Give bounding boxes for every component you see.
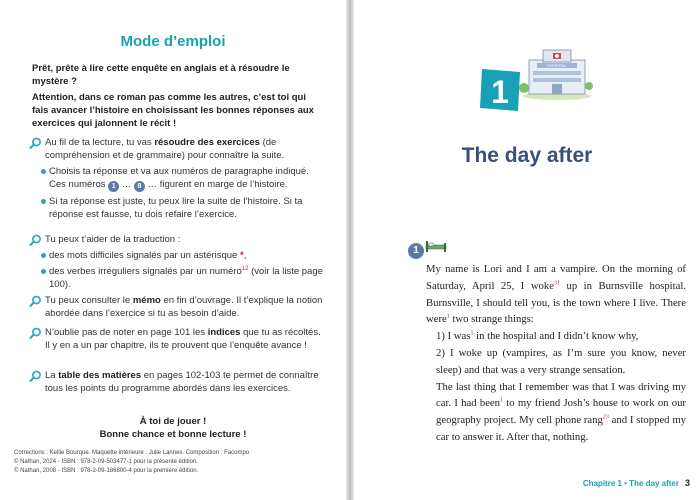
text-part: two strange things: bbox=[449, 313, 534, 326]
story-paragraph bbox=[426, 328, 686, 345]
page-title: Mode d’emploi bbox=[120, 33, 226, 50]
text-part: and I stopped my car to answer it. After that, nothing. bbox=[436, 414, 686, 443]
text-part: Si ta réponse est juste, tu peux lire la suite de l’histoire. Si ta réponse est fausse, tu dois refaire l’exercice. bbox=[49, 196, 303, 220]
text-part: Tu peux consulter le bbox=[45, 295, 133, 306]
superscript-number: 31 bbox=[553, 280, 560, 287]
magnifier-icon bbox=[29, 295, 42, 308]
hospital-illustration bbox=[519, 42, 593, 100]
closing-line: À toi de jouer ! bbox=[139, 416, 207, 427]
instruction-clues bbox=[32, 326, 328, 352]
superscript-number: 1 bbox=[500, 397, 504, 404]
text-part: en fin d’ouvrage. Il t’explique la notion abordée dans l’exercice si tu as besoin d’aide. bbox=[45, 295, 323, 319]
footer-chapter: Chapitre 1 • The day after bbox=[582, 479, 679, 488]
text-part: des mots difficiles signalés par un astérisque bbox=[49, 250, 240, 261]
text-part: La bbox=[45, 370, 59, 381]
text-part: que tu as récoltés. Il y en a un par chapitre, ils te prouvent que l’enquête avance ! bbox=[45, 327, 321, 351]
text-part: 2) I woke up (vampires, as I’m sure you know, never sleep) and that was a very strange sensation. bbox=[436, 346, 686, 376]
chapter-title: The day after bbox=[461, 144, 593, 167]
bullet-item bbox=[32, 249, 328, 262]
bullet-dot bbox=[41, 253, 46, 258]
text-part: Au fil de ta lecture, tu vas bbox=[45, 137, 155, 148]
magnifier-icon bbox=[29, 234, 42, 247]
book-gutter bbox=[346, 0, 354, 500]
asterisk-marker: * bbox=[239, 250, 244, 261]
text-part: … figurent en marge de l’histoire. bbox=[144, 179, 288, 190]
bullet-dot bbox=[41, 199, 46, 204]
text-bold: table des matières bbox=[58, 370, 142, 381]
text-part: The last thing that I remember was that I was driving my car. I had been bbox=[436, 380, 686, 410]
credits bbox=[14, 449, 334, 476]
text-part: , bbox=[243, 250, 247, 261]
text-part: to my friend Josh’s house to work on our geography project. My cell phone rang bbox=[436, 397, 686, 427]
paragraph-number-badge: 1 bbox=[408, 243, 424, 259]
bullet-item bbox=[32, 165, 328, 192]
closing-line: Bonne chance et bonne lecture ! bbox=[99, 429, 247, 440]
credit-line: © Nathan, 2024 - ISBN : 978-2-09-503477-1 pour la présente édition. bbox=[14, 459, 198, 465]
intro-line-2: Attention, dans ce roman pas comme les autres, c’est toi qui fais avancer l’histoire en choisissant les bonnes réponses aux exercices qui jalonnent le récit ! bbox=[32, 92, 314, 129]
story-paragraph bbox=[426, 345, 686, 379]
left-page bbox=[0, 0, 346, 500]
superscript-number: 23 bbox=[602, 414, 609, 421]
text-part: 1) I was bbox=[436, 330, 471, 343]
paragraph-number-badge: 8 bbox=[134, 181, 145, 192]
text-part: … bbox=[119, 179, 134, 190]
text-part: (voir la liste page 100). bbox=[49, 266, 323, 290]
page-number: 3 bbox=[684, 478, 690, 488]
story-paragraph bbox=[426, 379, 686, 446]
instruction-contents bbox=[32, 369, 328, 395]
superscript-number: 12 bbox=[241, 265, 249, 272]
bullet-dot bbox=[41, 269, 46, 274]
instruction-memo bbox=[32, 294, 328, 320]
bed-icon bbox=[424, 238, 448, 254]
text-part: des verbes irréguliers signalés par un numéro bbox=[49, 266, 242, 277]
paragraph-number-badge: 1 bbox=[108, 181, 119, 192]
magnifier-icon bbox=[29, 327, 42, 340]
story-text bbox=[426, 261, 686, 446]
text-bold: mémo bbox=[132, 295, 161, 306]
magnifier-icon bbox=[29, 137, 42, 150]
instruction-translation bbox=[32, 233, 328, 291]
right-page bbox=[354, 0, 700, 500]
credit-line: Corrections : Kellie Bourque. Maquette intérieure : Julie Lannes. Composition : Facompo bbox=[14, 450, 250, 456]
text-part: Choisis ta réponse et va aux numéros de paragraphe indiqué. Ces numéros bbox=[49, 166, 309, 190]
page-footer bbox=[583, 478, 690, 488]
text-part: (de compréhension et de grammaire) pour connaître la suite. bbox=[45, 137, 285, 161]
bullet-item bbox=[32, 195, 328, 221]
chapter-number-badge bbox=[478, 67, 522, 113]
magnifier-icon bbox=[29, 370, 42, 383]
bullet-item bbox=[32, 265, 328, 291]
intro bbox=[32, 62, 324, 133]
text-part: N’oublie pas de noter en page 101 les bbox=[45, 327, 208, 338]
text-bold: résoudre des exercices bbox=[154, 137, 260, 148]
text-part: Tu peux t’aider de la traduction : bbox=[45, 234, 181, 245]
text-part: My name is Lori and I am a vampire. On the morning of Saturday, April 25, I woke bbox=[426, 263, 686, 292]
closing-message bbox=[0, 415, 346, 441]
instruction-exercises bbox=[32, 136, 328, 221]
intro-line-1: Prêt, prête à lire cette enquête en anglais et à résoudre le mystère ? bbox=[32, 63, 290, 87]
text-part: in the hospital and I didn’t know why, bbox=[473, 330, 639, 343]
text-part: en pages 102-103 te permet de connaître tous les points du programme abordés dans les exercices. bbox=[45, 370, 319, 394]
text-bold: indices bbox=[207, 327, 241, 338]
chapter-number: 1 bbox=[491, 74, 509, 110]
superscript-number: 1 bbox=[446, 313, 450, 320]
bullet-dot bbox=[41, 169, 46, 174]
story-paragraph bbox=[426, 261, 686, 328]
credit-line: © Nathan, 2008 - ISBN : 978-2-09-186800-4 pour la première édition. bbox=[14, 468, 199, 474]
superscript-number: 1 bbox=[470, 330, 474, 337]
text-part: up in Burnsville hospital. Burnsville, I should tell you, is the town where I live. There were bbox=[426, 279, 686, 326]
hospital-sign: HOSPITAL bbox=[547, 63, 567, 68]
